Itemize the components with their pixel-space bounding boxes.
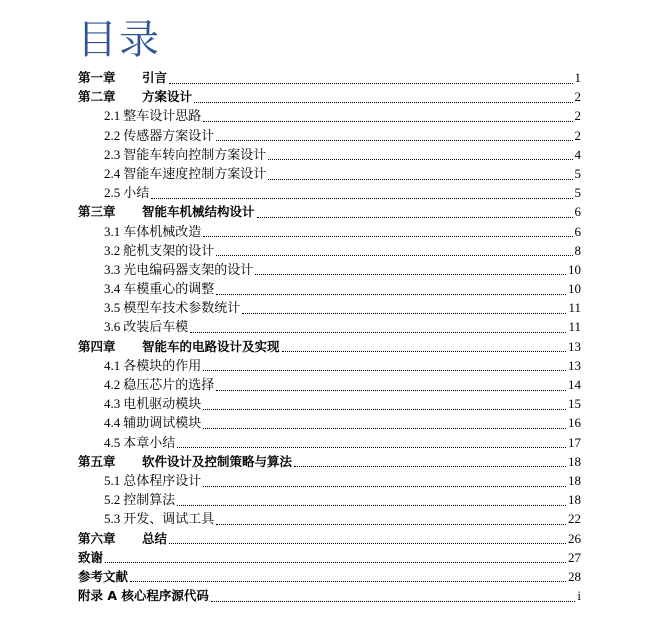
toc-entry-page-number: 10 xyxy=(568,281,581,297)
dot-leader xyxy=(257,216,573,218)
toc-entry-page-number: 17 xyxy=(568,434,581,450)
toc-entry[interactable] xyxy=(78,126,581,145)
toc-entry-number: 3.2 xyxy=(104,242,121,258)
toc-entry-number: 第五章 xyxy=(78,453,116,469)
dot-leader xyxy=(216,139,572,141)
toc-entry-title: 整车设计思路 xyxy=(123,109,202,125)
toc-entry-number: 第一章 xyxy=(78,70,116,85)
toc-entry-title: 致谢 xyxy=(78,549,104,565)
toc-entry-page-number: 27 xyxy=(568,549,581,565)
toc-entry-number: 第三章 xyxy=(78,204,116,220)
dot-leader xyxy=(211,600,575,602)
toc-entry[interactable] xyxy=(78,68,581,87)
dot-leader xyxy=(177,446,566,448)
toc-entry-title: 智能车转向控制方案设计 xyxy=(123,147,267,163)
toc-entry-page-number: 26 xyxy=(568,530,581,546)
toc-entry-title: 车体机械改造 xyxy=(123,224,202,240)
toc-entry[interactable] xyxy=(78,145,581,164)
toc-entry-page-number: 22 xyxy=(568,511,581,527)
toc-entry-page-number: 15 xyxy=(568,396,581,412)
toc-entry[interactable] xyxy=(78,279,581,298)
dot-leader xyxy=(282,350,566,352)
dot-leader xyxy=(203,235,572,237)
dot-leader xyxy=(169,82,572,84)
toc-entry-title: 控制算法 xyxy=(123,493,176,509)
toc-entry-page-number: 16 xyxy=(568,415,581,431)
toc-entry-page-number: 18 xyxy=(568,472,581,488)
toc-entry-title: 传感器方案设计 xyxy=(123,128,215,144)
toc-entry-title: 车模重心的调整 xyxy=(123,282,215,298)
toc-entry-number: 3.5 xyxy=(104,300,121,316)
toc-entry[interactable] xyxy=(78,241,581,260)
toc-entry-page-number: 2 xyxy=(574,89,581,105)
toc-entry[interactable] xyxy=(78,298,581,317)
toc-entry-title: 参考文献 xyxy=(78,568,129,584)
toc-entry[interactable] xyxy=(78,509,581,528)
dot-leader xyxy=(151,197,572,199)
toc-entry-page-number: 4 xyxy=(574,146,581,162)
toc-entry[interactable] xyxy=(78,586,581,605)
toc-entry-number: 4.3 xyxy=(104,396,121,412)
dot-leader xyxy=(242,312,566,314)
toc-entry-number: 3.1 xyxy=(104,223,121,239)
toc-entry-title: 总结 xyxy=(142,530,168,546)
toc-entry-number: 2.3 xyxy=(104,146,121,162)
dot-leader xyxy=(216,389,566,391)
toc-entry[interactable] xyxy=(78,490,581,509)
dot-leader xyxy=(268,178,572,180)
toc-entry-title: 小结 xyxy=(123,186,150,202)
dot-leader xyxy=(216,523,566,525)
dot-leader xyxy=(294,465,566,467)
toc-entry-title: 辅助调试模块 xyxy=(123,416,202,432)
toc-entry-number: 第四章 xyxy=(78,338,116,354)
toc-entry[interactable] xyxy=(78,548,581,567)
toc-entry-title: 智能车的电路设计及实现 xyxy=(142,338,280,354)
toc-entry-page-number: 6 xyxy=(574,204,581,220)
toc-entry-number: 3.4 xyxy=(104,281,121,297)
toc-entry[interactable] xyxy=(78,164,581,183)
toc-entry-title: 智能车速度控制方案设计 xyxy=(123,166,267,182)
toc-entry[interactable] xyxy=(78,529,581,548)
toc-entry-title: 电机驱动模块 xyxy=(123,397,202,413)
toc-entry-page-number: 18 xyxy=(568,453,581,469)
toc-entry[interactable] xyxy=(78,183,581,202)
toc-entry-page-number: 18 xyxy=(568,492,581,508)
toc-entry-title: 智能车机械结构设计 xyxy=(142,204,255,220)
toc-entry[interactable] xyxy=(78,413,581,432)
toc-entry-number: 4.5 xyxy=(104,434,121,450)
toc-entry-page-number: 28 xyxy=(568,568,581,584)
toc-entry-page-number: 13 xyxy=(568,357,581,373)
toc-entry-number: 2.5 xyxy=(104,185,121,201)
toc-entry-number: 4.4 xyxy=(104,415,121,431)
dot-leader xyxy=(169,542,566,544)
dot-leader xyxy=(203,485,566,487)
dot-leader xyxy=(203,120,572,122)
toc-entry-page-number: 1 xyxy=(574,70,581,85)
dot-leader xyxy=(105,561,566,563)
toc-entry[interactable] xyxy=(78,87,581,106)
toc-entry[interactable] xyxy=(78,394,581,413)
toc-entry[interactable] xyxy=(78,106,581,125)
toc-entry[interactable] xyxy=(78,452,581,471)
toc-entry-title: 方案设计 xyxy=(142,89,193,105)
toc-entry-number: 第二章 xyxy=(78,89,116,105)
dot-leader xyxy=(130,580,566,582)
toc-entry-page-number: 6 xyxy=(574,223,581,239)
toc-entry[interactable] xyxy=(78,375,581,394)
dot-leader xyxy=(203,427,566,429)
toc-entry-title: 稳压芯片的选择 xyxy=(123,378,215,393)
toc-entry-number: 3.6 xyxy=(104,319,121,335)
toc-entry-number: 2.2 xyxy=(104,127,121,143)
toc-entry-title: 开发、调试工具 xyxy=(123,512,215,528)
toc-entry[interactable] xyxy=(78,337,581,356)
toc-entry-page-number: 11 xyxy=(568,300,581,316)
toc-entry-page-number: 8 xyxy=(574,242,581,258)
toc-entry-title: 光电编码器支架的设计 xyxy=(123,262,254,278)
toc-entry-number: 5.1 xyxy=(104,472,121,488)
toc-entry-page-number: i xyxy=(577,588,581,604)
page-title: 目录 xyxy=(77,17,161,63)
toc-entry-title: 总体程序设计 xyxy=(123,473,202,489)
toc-entry-number: 4.2 xyxy=(104,377,121,392)
toc-entry-page-number: 2 xyxy=(574,127,581,143)
toc-entry-page-number: 2 xyxy=(574,108,581,124)
toc-entry-number: 2.1 xyxy=(104,108,121,124)
toc-entry-number: 5.2 xyxy=(104,492,121,508)
dot-leader xyxy=(216,254,572,256)
toc-entry-number: 第六章 xyxy=(78,530,116,546)
toc-entry[interactable] xyxy=(78,471,581,490)
toc-entry-title: 改装后车模 xyxy=(123,320,189,336)
dot-leader xyxy=(190,331,566,333)
toc-entry-title: 引言 xyxy=(142,70,168,85)
dot-leader xyxy=(203,408,566,410)
toc-entry-number: 2.4 xyxy=(104,165,121,181)
toc-entry[interactable] xyxy=(78,356,581,375)
table-of-contents xyxy=(78,68,581,605)
toc-entry-page-number: 5 xyxy=(574,185,581,201)
toc-entry[interactable] xyxy=(78,260,581,279)
toc-entry-title: 附录 A 核心程序源代码 xyxy=(78,588,209,604)
dot-leader xyxy=(203,369,566,371)
dot-leader xyxy=(216,293,566,295)
toc-entry[interactable] xyxy=(78,433,581,452)
toc-entry-title: 舵机支架的设计 xyxy=(123,243,215,259)
toc-entry-page-number: 13 xyxy=(568,338,581,354)
toc-entry-page-number: 11 xyxy=(568,319,581,335)
toc-entry[interactable] xyxy=(78,222,581,241)
toc-entry[interactable] xyxy=(78,567,581,586)
toc-entry-number: 4.1 xyxy=(104,357,121,373)
toc-entry-title: 本章小结 xyxy=(123,435,176,451)
dot-leader xyxy=(194,101,572,103)
toc-entry-page-number: 14 xyxy=(568,377,581,392)
toc-entry-title: 模型车技术参数统计 xyxy=(123,301,241,317)
toc-entry-page-number: 10 xyxy=(568,261,581,277)
toc-entry-title: 各模块的作用 xyxy=(123,358,202,374)
toc-entry-number: 5.3 xyxy=(104,511,121,527)
dot-leader xyxy=(268,158,572,160)
toc-entry-title: 软件设计及控制策略与算法 xyxy=(142,453,293,469)
toc-entry[interactable] xyxy=(78,202,581,221)
toc-entry[interactable] xyxy=(78,317,581,336)
toc-entry-page-number: 5 xyxy=(574,165,581,181)
dot-leader xyxy=(177,504,566,506)
toc-entry-number: 3.3 xyxy=(104,261,121,277)
dot-leader xyxy=(255,273,566,275)
